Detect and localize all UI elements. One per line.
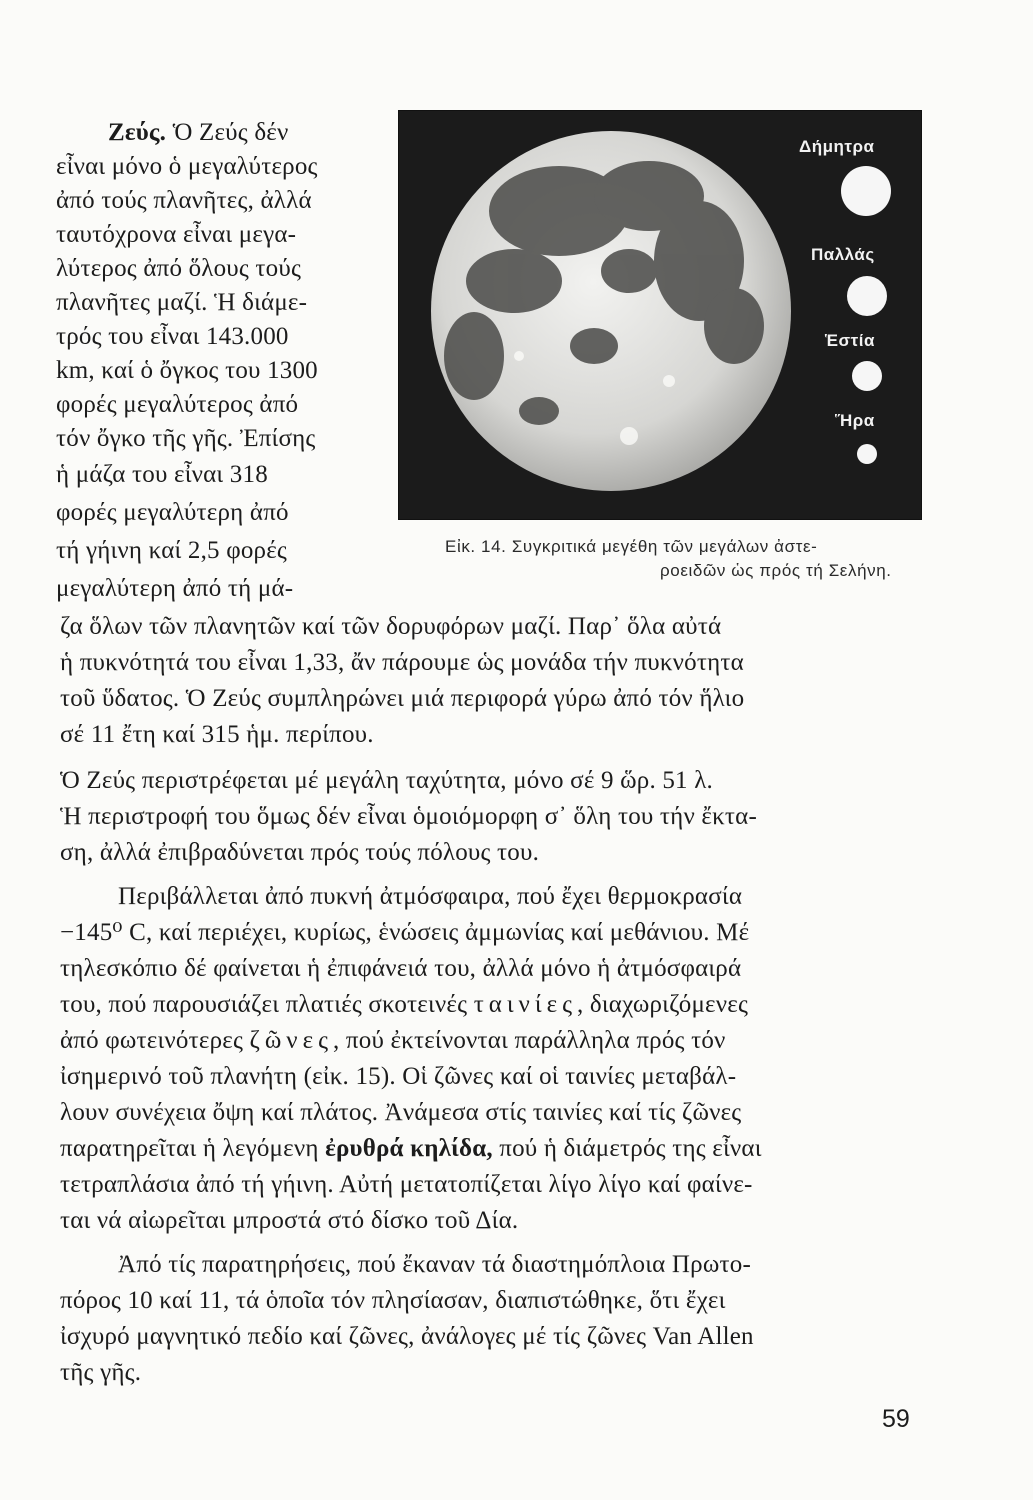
paragraph-2-line-1: Ὁ Ζεύς περιστρέφεται μέ μεγάλη ταχύτητα, μόνο σέ 9 ὥρ. 51 λ. (60, 767, 713, 794)
paragraph-4-line-1: Ἀπό τίς παρατηρήσεις, πού ἔκαναν τά διαστημόπλοια Πρωτο- (118, 1251, 751, 1278)
paragraph-3-line-1: Περιβάλλεται ἀπό πυκνή ἀτμόσφαιρα, πού ἔχει θερμοκρασία (118, 883, 743, 910)
asteroid-label-ceres: Δήμητρα (799, 137, 875, 156)
paragraph-1-line-15: ζα ὅλων τῶν πλανητῶν καί τῶν δορυφόρων μαζί. Παρ᾽ ὅλα αὐτά (60, 613, 722, 640)
moon-mare (444, 312, 504, 400)
paragraph-2-line-3: ση, ἀλλά ἐπιβραδύνεται πρός τούς πόλους του. (60, 839, 540, 866)
moon-mare (466, 249, 562, 313)
paragraph-3-line-5 (60, 1026, 726, 1056)
figure-caption-line-2: ροειδῶν ὡς πρός τή Σελήνη. (660, 561, 892, 580)
text-segment: παρατηρεῖται ἡ λεγόμενη (60, 1135, 326, 1162)
moon-mare (570, 328, 618, 364)
text-segment: Ὁ Ζεύς δέν (166, 119, 289, 146)
moon-mare (704, 288, 764, 364)
spaced-term-zones: ζῶνες (249, 1027, 334, 1054)
bold-term-red-spot: ἐρυθρά κηλίδα, (325, 1135, 493, 1162)
text-segment: του, πού παρουσιάζει πλατιές σκοτεινές (60, 991, 474, 1018)
moon-mare (519, 397, 559, 425)
paragraph-1-line-14: μεγαλύτερη ἀπό τή μά- (56, 575, 294, 602)
paragraph-1-line-7: τρός του εἶναι 143.000 (56, 323, 289, 350)
figure-moon-asteroids (398, 110, 922, 520)
moon-mare (601, 249, 657, 293)
paragraph-3-line-4 (60, 990, 748, 1020)
paragraph-3-line-6: ἰσημερινό τοῦ πλανήτη (εἰκ. 15). Οἱ ζῶνες καί οἱ ταινίες μεταβάλ- (60, 1063, 737, 1090)
section-heading: Ζεύς. (108, 119, 167, 146)
paragraph-1-line-4: ταυτόχρονα εἶναι μεγα- (56, 221, 297, 248)
asteroid-vesta (852, 361, 882, 391)
paragraph-1-line-2: εἶναι μόνο ὁ μεγαλύτερος (56, 153, 318, 180)
paragraph-4-line-2: πόρος 10 καί 11, τά ὁποῖα τόν πλησίασαν, διαπιστώθηκε, ὅτι ἔχει (60, 1287, 726, 1314)
paragraph-1-line-9: φορές μεγαλύτερος ἀπό (56, 391, 299, 418)
text-segment: ἀπό φωτεινότερες (60, 1027, 250, 1054)
moon-photo (399, 111, 921, 519)
moon-crater (620, 427, 638, 445)
paragraph-3-line-3: τηλεσκόπιο δέ φαίνεται ἡ ἐπιφάνειά του, ἀλλά μόνο ἡ ἀτμόσφαιρά (60, 955, 742, 982)
paragraph-1-line-16: ἡ πυκνότητά του εἶναι 1,33, ἄν πάρουμε ὡς μονάδα τήν πυκνότητα (60, 649, 744, 676)
text-segment: , διαχωριζόμενες (577, 991, 749, 1018)
text-segment: πού ἡ διάμετρός της εἶναι (492, 1135, 762, 1162)
paragraph-1-line-18: σέ 11 ἔτη καί 315 ἡμ. περίπου. (60, 721, 374, 748)
paragraph-3-line-8 (60, 1134, 762, 1164)
paragraph-4-line-4: τῆς γῆς. (60, 1359, 142, 1386)
asteroid-pallas (847, 276, 887, 316)
paragraph-1-line-11: ἡ μάζα του εἶναι 318 (56, 461, 268, 488)
paragraph-3-line-9: τετραπλάσια ἀπό τή γήινη. Αὐτή μετατοπίζεται λίγο λίγο καί φαίνε- (60, 1171, 753, 1198)
paragraph-3-line-10: ται νά αἰωρεῖται μπροστά στό δίσκο τοῦ Δία. (60, 1207, 519, 1234)
paragraph-1-line-5: λύτερος ἀπό ὅλους τούς (56, 255, 302, 282)
asteroid-label-juno: Ἥρα (835, 411, 875, 430)
asteroid-ceres (841, 166, 891, 216)
moon-crater (663, 375, 675, 387)
paragraph-1-line-10: τόν ὄγκο τῆς γῆς. Ἐπίσης (56, 425, 316, 452)
asteroid-juno (857, 444, 877, 464)
paragraph-1-line-1 (108, 118, 289, 148)
paragraph-1-line-13: τή γήινη καί 2,5 φορές (56, 537, 287, 564)
paragraph-3-line-2: −145⁰ C, καί περιέχει, κυρίως, ἑνώσεις ἀμμωνίας καί μεθάνιου. Μέ (60, 919, 750, 946)
paragraph-1-line-3: ἀπό τούς πλανῆτες, ἀλλά (56, 187, 312, 214)
paragraph-1-line-6: πλανῆτες μαζί. Ἡ διάμε- (56, 289, 308, 316)
spaced-term-bands: ταινίες (473, 991, 577, 1018)
paragraph-1-line-17: τοῦ ὕδατος. Ὁ Ζεύς συμπληρώνει μιά περιφορά γύρω ἀπό τόν ἥλιο (60, 685, 745, 712)
paragraph-1-line-12: φορές μεγαλύτερη ἀπό (56, 499, 289, 526)
asteroid-label-pallas: Παλλάς (811, 245, 875, 264)
paragraph-3-line-7: λουν συνέχεια ὄψη καί πλάτος. Ἀνάμεσα στίς ταινίες καί τίς ζῶνες (60, 1099, 742, 1126)
paragraph-2-line-2: Ἡ περιστροφή του ὅμως δέν εἶναι ὁμοιόμορφη σ᾽ ὅλη του τήν ἔκτα- (60, 803, 757, 830)
page-number: 59 (882, 1405, 910, 1433)
moon-crater (514, 351, 524, 361)
paragraph-4-line-3: ἰσχυρό μαγνητικό πεδίο καί ζῶνες, ἀνάλογες μέ τίς ζῶνες Van Allen (60, 1323, 754, 1350)
figure-caption-line-1: Εἰκ. 14. Συγκριτικά μεγέθη τῶν μεγάλων ἀστε- (445, 537, 818, 556)
paragraph-1-line-8: km, καί ὁ ὄγκος του 1300 (56, 357, 318, 384)
asteroid-label-vesta: Ἑστία (825, 331, 875, 350)
text-segment: , πού ἐκτείνονται παράλληλα πρός τόν (333, 1027, 726, 1054)
